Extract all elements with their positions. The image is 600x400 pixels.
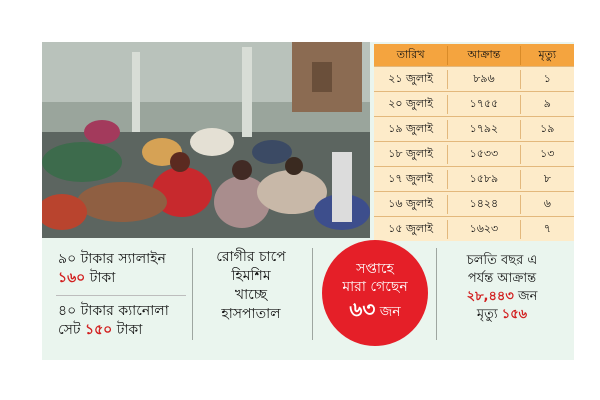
- weekly-deaths-count: ৬৩: [349, 297, 376, 321]
- badge-line: সপ্তাহে: [356, 261, 394, 277]
- cell-deaths: ৭: [543, 221, 551, 235]
- headline-line: হাসপাতাল: [221, 306, 281, 322]
- right-separator: [436, 248, 437, 340]
- canola-new-price: ১৫০: [85, 322, 113, 338]
- cell-date: ১৬ জুলাই: [374, 195, 448, 214]
- cell-deaths: ৮: [543, 171, 551, 185]
- saline-price-line: [58, 269, 166, 288]
- headline-line: হিমশিম: [231, 268, 271, 284]
- cell-date: ১৮ জুলাই: [374, 145, 448, 164]
- table-header: [374, 44, 574, 66]
- center-separator: [312, 248, 313, 340]
- cell-infected: ১৫৮৯: [448, 170, 520, 189]
- cell-infected: ৮৯৬: [448, 70, 520, 89]
- summary-line: পর্যন্ত আক্রান্ত: [467, 271, 537, 286]
- cell-deaths: ১: [543, 71, 551, 85]
- canola-set-label: সেট: [58, 322, 86, 338]
- cell-date: ২০ জুলাই: [374, 95, 448, 114]
- saline-price-note: [58, 250, 166, 288]
- header-date: তারিখ: [374, 46, 448, 65]
- saline-unit: টাকা: [85, 270, 116, 286]
- header-deaths: মৃত্যু: [538, 47, 557, 61]
- left-divider: [56, 295, 186, 296]
- table-row: [374, 216, 574, 241]
- cell-date: ২১ জুলাই: [374, 70, 448, 89]
- cell-infected: ১৭৯২: [448, 120, 520, 139]
- headline-line: খাচ্ছে: [234, 287, 268, 303]
- summary-deaths-label: মৃত্যু: [476, 307, 502, 322]
- cell-deaths: ১৩: [540, 146, 555, 160]
- canola-price-note: [58, 302, 169, 340]
- cell-infected: ১৭৫৫: [448, 95, 520, 114]
- saline-new-price: ১৬০: [58, 270, 86, 286]
- weekly-deaths-badge: [322, 240, 428, 346]
- summary-deaths-line: [440, 306, 564, 324]
- saline-line: ৯০ টাকার স্যালাইন: [58, 251, 166, 267]
- yearly-deaths-count: ১৫৬: [501, 307, 528, 322]
- cell-deaths: ৬: [543, 196, 551, 210]
- canola-line: ৪০ টাকার ক্যানোলা: [58, 303, 169, 319]
- table-row: [374, 116, 574, 141]
- table-row: [374, 141, 574, 166]
- badge-count-line: [322, 296, 428, 325]
- header-infected: আক্রান্ত: [448, 46, 520, 65]
- cell-deaths: ১৯: [540, 121, 555, 135]
- hospital-ward-photo: [42, 42, 370, 238]
- summary-unit: জন: [513, 289, 538, 304]
- left-separator: [192, 248, 193, 340]
- cell-date: ১৯ জুলাই: [374, 120, 448, 139]
- headline-text: [196, 248, 306, 324]
- headline-line: রোগীর চাপে: [216, 249, 286, 265]
- yearly-infected-count: ২৮,৪৪৩: [466, 289, 514, 304]
- cell-date: ১৫ জুলাই: [374, 220, 448, 239]
- badge-unit: জন: [375, 304, 401, 320]
- table-row: [374, 91, 574, 116]
- canola-price-line: [58, 321, 169, 340]
- cell-infected: ১৫৩৩: [448, 145, 520, 164]
- badge-line: মারা গেছেন: [342, 279, 408, 295]
- summary-infected-line: [440, 288, 564, 306]
- table-row: [374, 66, 574, 91]
- canola-unit: টাকা: [112, 322, 143, 338]
- summary-line: চলতি বছর এ: [466, 253, 538, 268]
- cell-infected: ১৬২৩: [448, 220, 520, 239]
- dengue-stats-table: [374, 44, 574, 241]
- table-row: [374, 166, 574, 191]
- cell-deaths: ৯: [543, 96, 551, 110]
- yearly-summary: [440, 252, 564, 324]
- cell-date: ১৭ জুলাই: [374, 170, 448, 189]
- table-row: [374, 191, 574, 216]
- cell-infected: ১৪২৪: [448, 195, 520, 214]
